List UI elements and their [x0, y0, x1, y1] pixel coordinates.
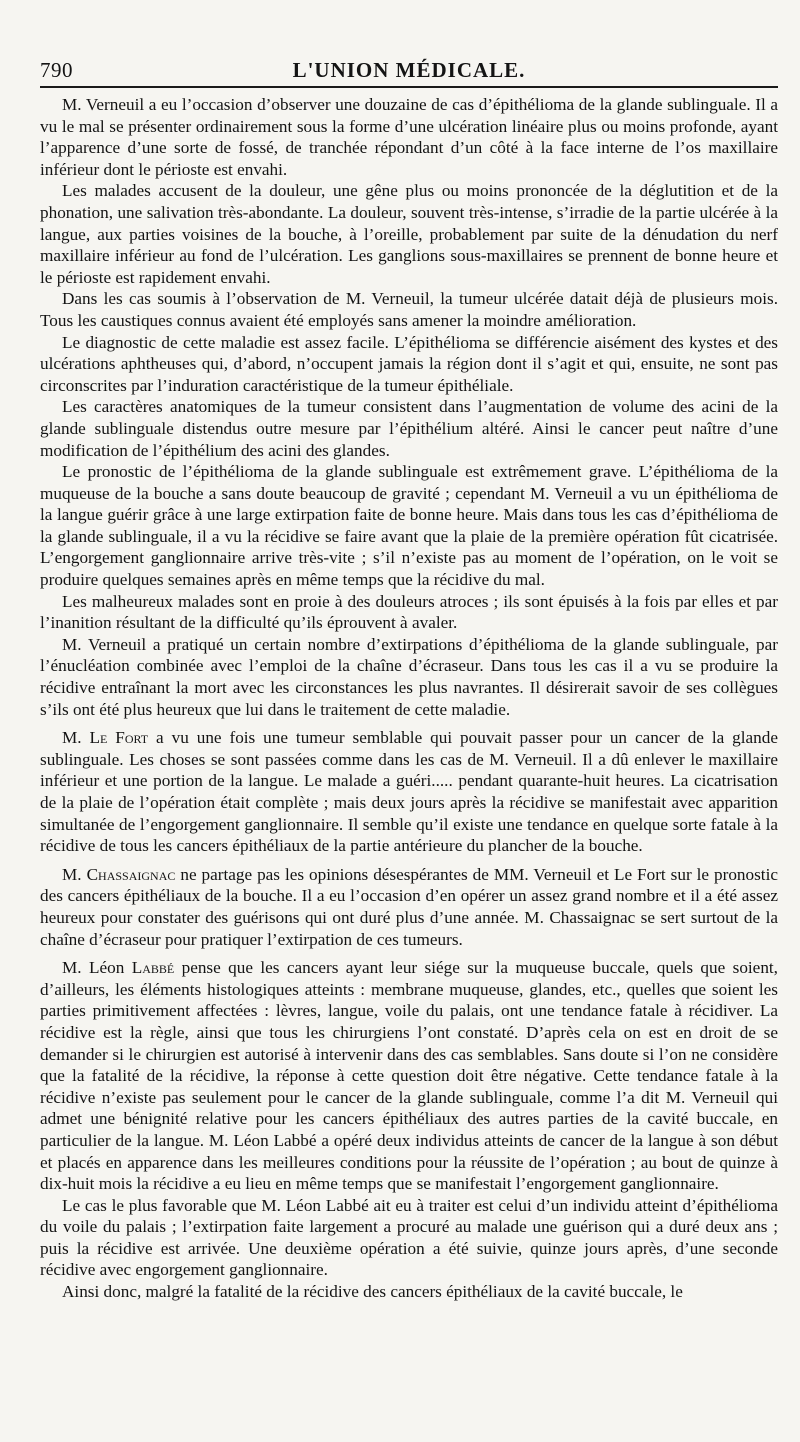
speaker-name: Le Fort	[89, 728, 149, 748]
paragraph: M. Verneuil a eu l’occasion d’observer une douzaine de cas d’épithélioma de la glande sublinguale. Il a vu le mal se présenter ordinairement sous la forme d’une ulcération linéaire plus ou moins profonde, ayant l’apparence d’une sorte de fossé, de tranchée répondant d’un côté à la face interne de l’os maxillaire inférieur dont le périoste est envahi.	[40, 95, 778, 179]
paragraph: Dans les cas soumis à l’observation de M. Verneuil, la tumeur ulcérée datait déjà de plusieurs mois. Tous les caustiques connus avaient été employés sans amener la moindre amélioration.	[40, 289, 778, 330]
paragraph: Les malades accusent de la douleur, une gêne plus ou moins prononcée de la déglutition et de la phonation, une salivation très-abondante. La douleur, souvent très-intense, s’irradie de la partie ulcérée à la langue, aux parties voisines de la bouche, à l’oreille, probablement par suite de la dénudation du nerf maxillaire inférieur au fond de l’ulcération. Les ganglions sous-maxillaires se prennent de bonne heure et le périoste est rapidement envahi.	[40, 181, 778, 287]
speaker-name: Labbé	[131, 958, 175, 978]
speaker-name: Chassaignac	[86, 864, 176, 884]
paragraph: Ainsi donc, malgré la fatalité de la récidive des cancers épithéliaux de la cavité buccale, le	[62, 1282, 683, 1302]
paragraph: Les caractères anatomiques de la tumeur consistent dans l’augmentation de volume des acini de la glande sublinguale distendus outre mesure par l’épithélium altéré. Ainsi le cancer peut naître d’une modification de l’épithélium des acini des glandes.	[40, 397, 778, 460]
paragraph: Les malheureux malades sont en proie à des douleurs atroces ; ils sont épuisés à la fois par elles et par l’inanition résultant de la difficulté qu’ils éprouvent à avaler.	[40, 591, 778, 633]
paragraph: Le diagnostic de cette maladie est assez facile. L’épithélioma se différencie aisément des kystes et des ulcérations aphtheuses qui, d’abord, n’occupent jamais la région dont il s’agit et qui, ensuite, ne sont pas circonscrites par l’induration caractéristique de la tumeur épithéliale.	[40, 332, 778, 395]
paragraph: M. Léon Labbé pense que les cancers ayant leur siége sur la muqueuse buccale, quels que soient, d’ailleurs, les éléments histologiques atteints : membrane muqueuse, glandes, etc., quelles que soient les parties primitivement affectées : lèvres, langue, voile du palais, ont une tendance fatale à récidiver. La récidive est la règle, ainsi que tous les chirurgiens l’ont constaté. D’après cela on est en droit de se demander si le chirurgien est autorisé à intervenir dans des cas semblables. Sans doute si l’on ne considère que la fatalité de la récidive, la réponse à cette question doit être négative. Cette tendance fatale à la récidive n’existe pas seulement pour le cancer de la glande sublinguale, comme l’a dit M. Verneuil qui admet une bénignité relative pour les cancers épithéliaux des autres parties de la cavité buccale, en particulier de la langue. M. Léon Labbé a opéré deux individus atteints de cancer de la langue à son début et placés en apparence dans les meilleures conditions pour la réussite de l’opération ; au bout de quinze à dix-huit mois la récidive a eu lieu en même temps que se manifestait l’engorgement ganglionnaire.	[40, 958, 778, 1194]
header-rule	[40, 86, 778, 88]
article-body	[40, 94, 778, 1303]
paragraph: M. Le Fort a vu une fois une tumeur semblable qui pouvait passer pour un cancer de la glande sublinguale. Les choses se sont passées comme dans les cas de M. Verneuil. Il a dû enlever le maxillaire inférieur et une portion de la langue. Le malade a guéri..... pendant quarante-huit heures. La cicatrisation de la plaie de l’opération était complète ; mais deux jours après la récidive se manifestait avec apparition simultanée de l’engorgement ganglionnaire. Il semble qu’il existe une tendance en quelque sorte fatale à la récidive de tous les cancers épithéliaux de la partie antérieure du plancher de la bouche.	[40, 728, 779, 856]
journal-title: L'UNION MÉDICALE.	[292, 58, 526, 82]
paragraph: M. Verneuil a pratiqué un certain nombre d’extirpations d’épithélioma de la glande sublinguale, par l’énucléation combinée avec l’emploi de la chaîne d’écraseur. Dans tous les cas il a vu se produire la récidive entraînant la mort avec les circonstances les plus navrantes. Il désirerait savoir de ses collègues s’ils ont été plus heureux que lui dans le traitement de cette maladie.	[40, 634, 778, 719]
paragraph: M. Chassaignac ne partage pas les opinions désespérantes de MM. Verneuil et Le Fort sur le pronostic des cancers épithéliaux de la bouche. Il a eu l’occasion d’en opérer un assez grand nombre et il a été assez heureux pour constater des guérisons qui ont duré plus d’une année. M. Chassaignac se sert surtout de la chaîne d’écraseur pour pratiquer l’extirpation de ces tumeurs.	[40, 864, 778, 949]
page-number: 790	[40, 58, 73, 82]
paragraph: Le pronostic de l’épithélioma de la glande sublinguale est extrêmement grave. L’épithélioma de la muqueuse de la bouche a sans doute beaucoup de gravité ; cependant M. Verneuil a vu un épithélioma de la langue guérir grâce à une large extirpation faite de bonne heure. Mais dans tous les cas d’épithélioma de la glande sublinguale, il a vu la récidive se faire avant que la plaie de la première opération fût cicatrisée. L’engorgement ganglionnaire arrive très-vite ; s’il n’existe pas au moment de l’opération, on le voit se produire quelques semaines après en même temps que la récidive du mal.	[40, 462, 778, 590]
running-head	[40, 52, 778, 86]
paragraph: Le cas le plus favorable que M. Léon Labbé ait eu à traiter est celui d’un individu atteint d’épithélioma du voile du palais ; l’extirpation faite largement a procuré au malade une guérison qui a duré deux ans ; puis la récidive est arrivée. Une deuxième opération a été suivie, quinze jours après, d’une seconde récidive avec engorgement ganglionnaire.	[40, 1195, 778, 1280]
